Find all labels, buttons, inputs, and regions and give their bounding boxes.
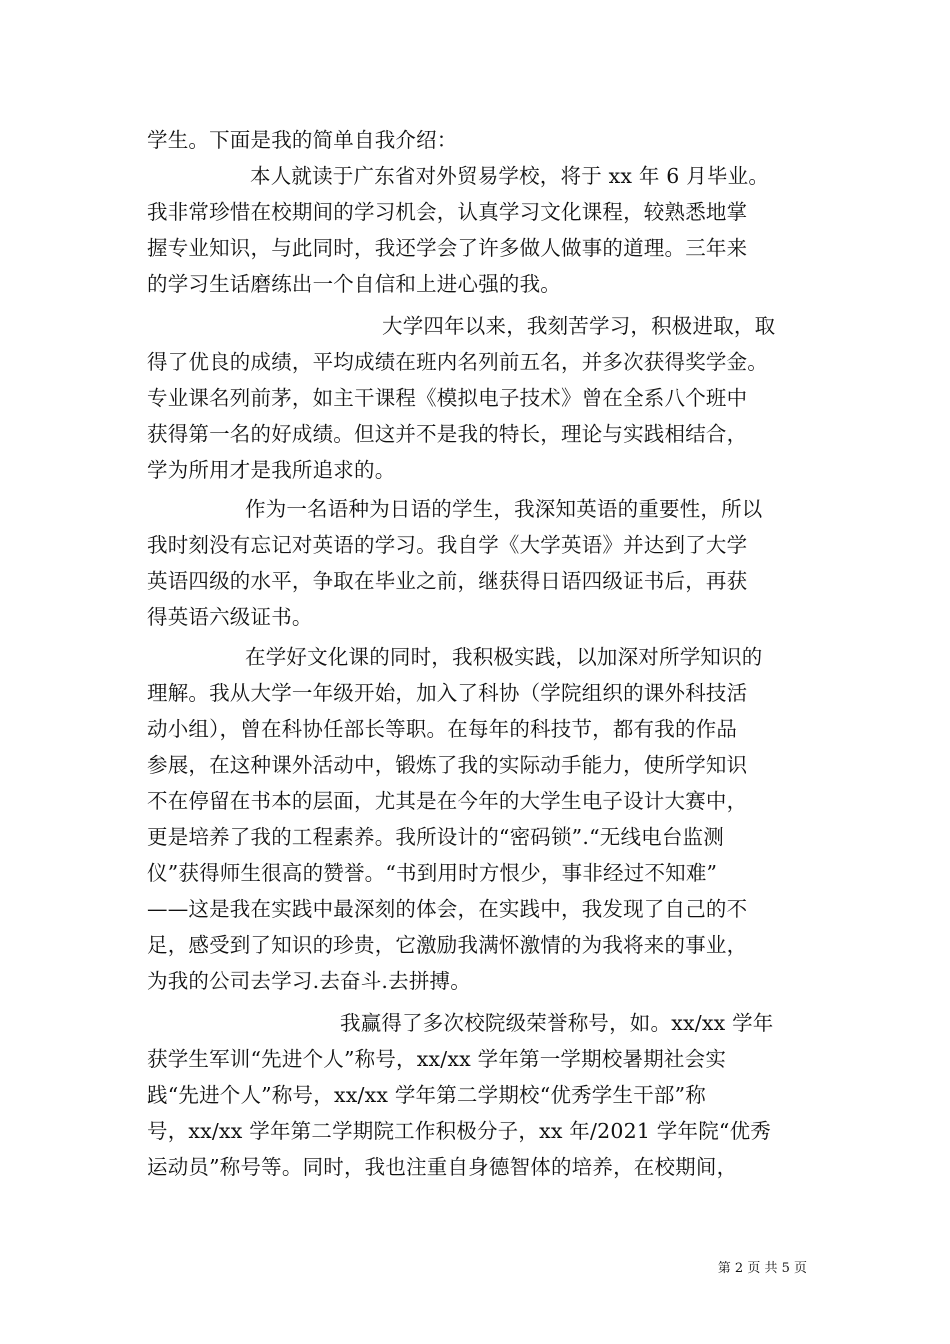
text-line: 的学习生话磨练出一个自信和上进心强的我。 <box>147 272 561 296</box>
text-line: 动小组），曾在科协任部长等职。在每年的科技节，都有我的作品 <box>147 717 738 741</box>
text-line: ——这是我在实践中最深刻的体会，在实践中，我发现了自己的不 <box>147 897 748 921</box>
text-line: 作为一名语种为日语的学生，我深知英语的重要性，所以 <box>245 497 763 521</box>
text-line: 不在停留在书本的层面，尤其是在今年的大学生电子设计大赛中， <box>147 789 748 813</box>
text-line: 英语四级的水平，争取在毕业之前，继获得日语四级证书后，再获 <box>147 569 748 593</box>
text-line: 大学四年以来，我刻苦学习，积极进取，取 <box>382 314 776 338</box>
text-line: 践“先进个人”称号，xx/xx 学年第二学期校“优秀学生干部”称 <box>147 1083 706 1107</box>
text-line: 获学生军训“先进个人”称号，xx/xx 学年第一学期校暑期社会实 <box>147 1047 727 1071</box>
text-line: 号，xx/xx 学年第二学期院工作积极分子，xx 年/2021 学年院“优秀 <box>147 1119 771 1143</box>
text-line: 本人就读于广东省对外贸易学校，将于 xx 年 6 月毕业。 <box>250 164 770 188</box>
text-line: 我赢得了多次校院级荣誉称号，如。xx/xx 学年 <box>340 1011 774 1035</box>
text-line: 握专业知识，与此同时，我还学会了许多做人做事的道理。三年来 <box>147 236 748 260</box>
text-line: 足，感受到了知识的珍贵，它激励我满怀激情的为我将来的事业， <box>147 933 748 957</box>
text-line: 专业课名列前茅，如主干课程《模拟电子技术》曾在全系八个班中 <box>147 386 748 410</box>
text-line: 学生。下面是我的简单自我介绍： <box>147 128 458 152</box>
text-line: 参展，在这种课外活动中，锻炼了我的实际动手能力，使所学知识 <box>147 753 748 777</box>
text-line: 理解。我从大学一年级开始，加入了科协（学院组织的课外科技活 <box>147 681 748 705</box>
text-line: 在学好文化课的同时，我积极实践，以加深对所学知识的 <box>245 645 763 669</box>
text-line: 为我的公司去学习.去奋斗.去拼搏。 <box>147 969 471 993</box>
text-line: 得英语六级证书。 <box>147 605 313 629</box>
text-line: 我时刻没有忘记对英语的学习。我自学《大学英语》并达到了大学 <box>147 533 748 557</box>
page-number: 第 2 页 共 5 页 <box>717 1261 807 1276</box>
text-line: 学为所用才是我所追求的。 <box>147 458 396 482</box>
text-line: 仪”获得师生很高的赞誉。“书到用时方恨少，事非经过不知难” <box>147 861 718 885</box>
text-line: 得了优良的成绩，平均成绩在班内名列前五名，并多次获得奖学金。 <box>147 350 768 374</box>
text-line: 更是培养了我的工程素养。我所设计的“密码锁”.“无线电台监测 <box>147 825 724 849</box>
text-line: 我非常珍惜在校期间的学习机会，认真学习文化课程，较熟悉地掌 <box>147 200 748 224</box>
text-line: 获得第一名的好成绩。但这并不是我的特长，理论与实践相结合， <box>147 422 748 446</box>
text-line: 运动员”称号等。同时，我也注重自身德智体的培养，在校期间， <box>147 1155 738 1179</box>
